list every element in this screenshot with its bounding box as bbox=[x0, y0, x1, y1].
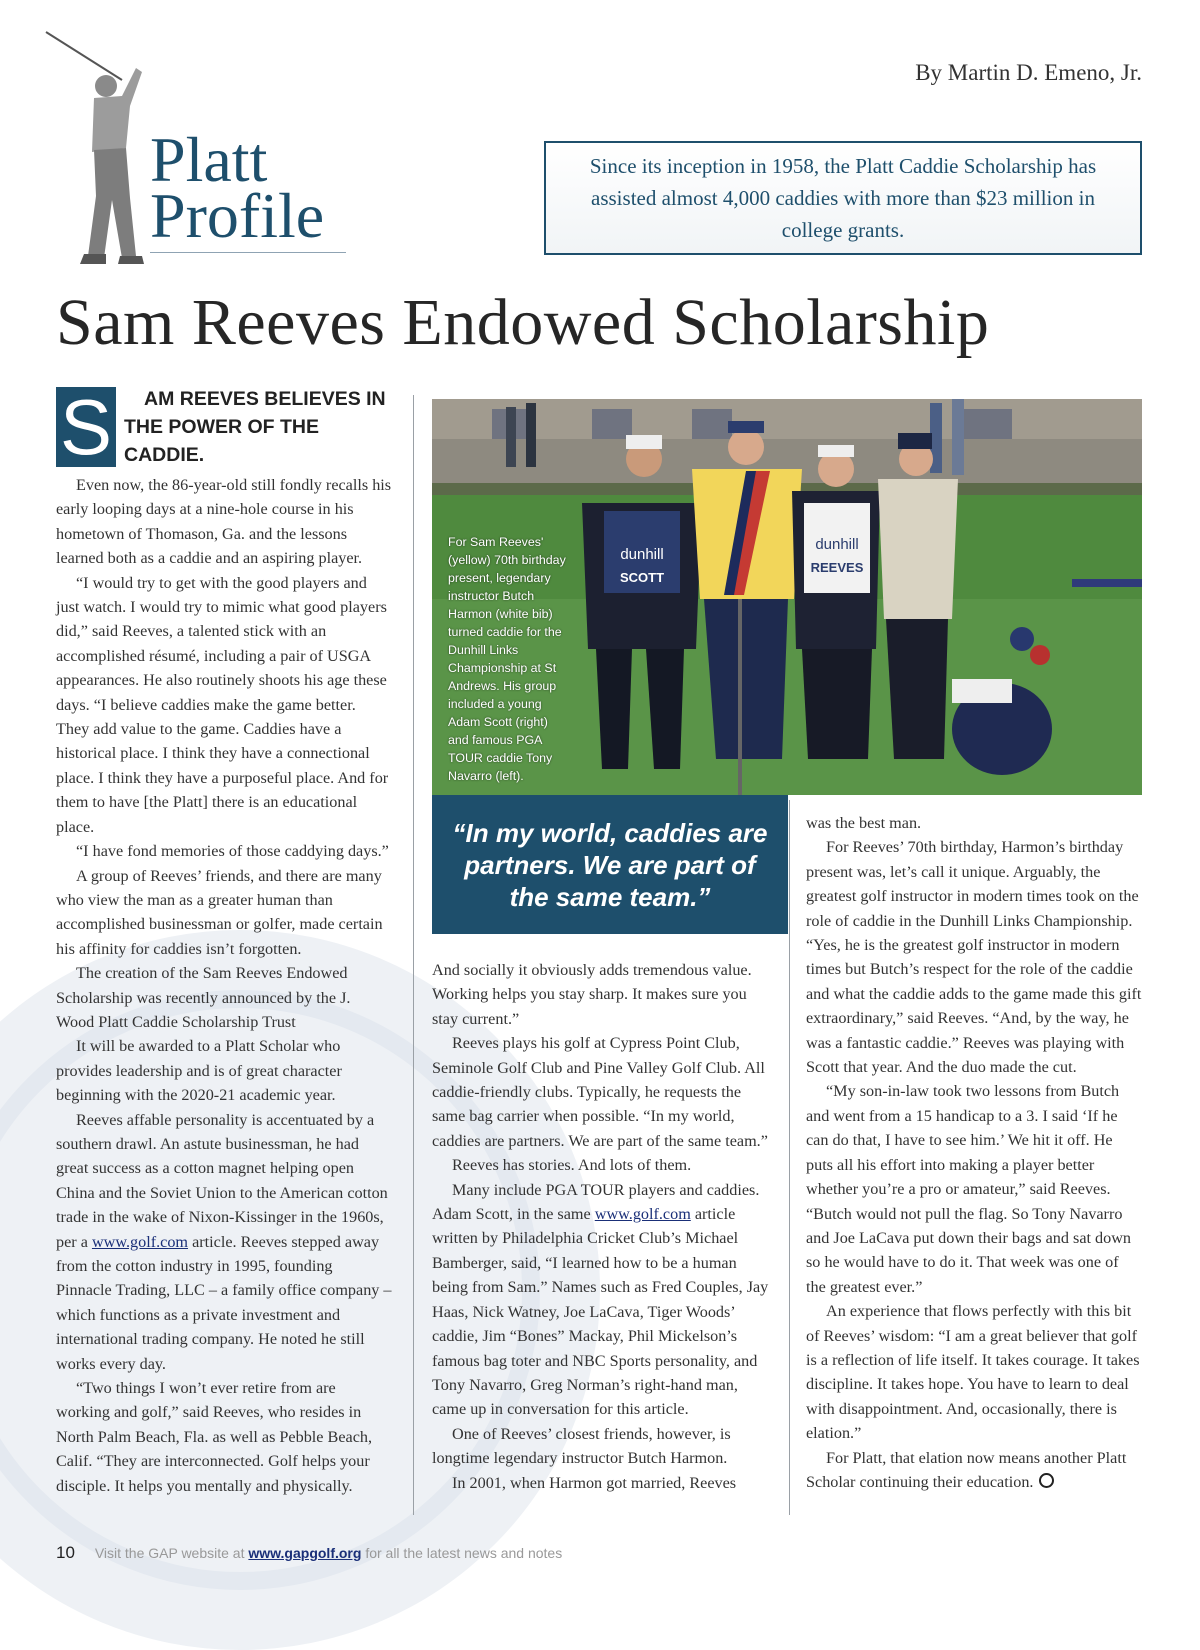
bib-brand-left: dunhill bbox=[620, 546, 664, 563]
paragraph: For Reeves’ 70th birthday, Harmon’s birthday present was, let’s call it unique. Arguably, the greatest golf instructor in modern times took on the role of caddie in the Dunhill Links Championship. “Yes, he is the greatest golf instructor in modern times but Butch’s respect for the role of the caddie and what the caddie adds to the game made this gift extraordinary,” said Reeves. “And, by the way, he was a fantastic caddie.” Reeves was playing with Scott that year. And the duo made the cut. bbox=[806, 838, 1142, 1077]
section-title bbox=[150, 124, 346, 253]
paragraph bbox=[56, 1108, 392, 1376]
bib-name-left: SCOTT bbox=[619, 570, 665, 585]
paragraph: One of Reeves’ closest friends, however, is longtime legendary instructor Butch Harmon. bbox=[432, 1424, 731, 1468]
page-number: 10 bbox=[56, 1543, 75, 1562]
golfer-silhouette-illustration bbox=[44, 28, 154, 268]
photo-caption: For Sam Reeves' (yellow) 70th birthday present, legendary instructor Butch Harmon (white bib) turned caddie for the Dunhill Links Championship at St Andrews. His group included a young Adam Scott (right) and famous PGA TOUR caddie Tony Navarro (left). bbox=[448, 535, 566, 783]
section-title-rule bbox=[150, 252, 346, 253]
paragraph: An experience that flows perfectly with this bit of Reeves’ wisdom: “I am a great believer that golf is a reflection of life itself. It takes courage. It takes discipline. It takes hope. You have to learn to deal with disappointment. And, occasionally, there is elation.” bbox=[806, 1302, 1140, 1443]
paragraph: was the best man. bbox=[806, 814, 922, 832]
pull-quote-text: “In my world, caddies are partners. We are part of the same team.” bbox=[452, 817, 768, 912]
article-column-3 bbox=[806, 811, 1142, 1494]
group-photo bbox=[432, 399, 1142, 795]
paragraph-text: For Platt, that elation now means another Platt Scholar continuing their education. bbox=[806, 1448, 1127, 1491]
paragraph: “I would try to get with the good players and just watch. I would try to mimic what good players did,” said Reeves, a talented stick with an accomplished résumé, including a pair of USGA appearances. He also routinely shoots his age these days. “I believe caddies make the game better. They add value to the game. Caddies have a historical place. I think they have a connectional place. I think they have a purposeful place. And for them to have [the Platt] there is an educational place. bbox=[56, 573, 389, 836]
end-mark-icon bbox=[1039, 1473, 1054, 1488]
scholarship-callout bbox=[544, 141, 1142, 255]
bib-brand-right: dunhill bbox=[815, 536, 859, 553]
article-headline: Sam Reeves Endowed Scholarship bbox=[56, 286, 990, 359]
paragraph: Even now, the 86-year-old still fondly recalls his early looping days at a nine-hole course in his hometown of Thomason, Ga. and the lessons learned both as a caddie and an aspiring player. bbox=[56, 476, 392, 568]
article-column-2 bbox=[432, 958, 772, 1495]
paragraph: Reeves plays his golf at Cypress Point Club, Seminole Golf Club and Pine Valley Golf Club. All caddie-friendly clubs. Typically, he requests the same bag carrier when possible. “In my world, caddies are partners. We are part of the same team.” bbox=[432, 1034, 768, 1150]
bib-name-right: REEVES bbox=[810, 560, 864, 575]
golf-com-link[interactable]: www.golf.com bbox=[91, 1232, 189, 1251]
paragraph: A group of Reeves’ friends, and there are many who view the man as a greater human than accomplished businessman or golfer, made certain his affinity for caddies isn’t forgotten. bbox=[56, 866, 383, 958]
pull-quote bbox=[432, 795, 788, 934]
paragraph: “My son-in-law took two lessons from Butch and went from a 15 handicap to a 3. I said ‘If he can do that, I have to see him.’ We hit it off. He puts all his effort into making a player better whether you’re a pro or amateur,” said Reeves. “Butch would not pull the flag. So Tony Navarro and Joe LaCava put down their bags and sat down so he would have to do it. That week was one of the greatest ever.” bbox=[806, 1082, 1132, 1296]
paragraph-text: article. Reeves stepped away from the cotton industry in 1995, founding Pinnacle Trading, LLC – a family office company – which functions as a private investment and international trading company. He noted he still works every day. bbox=[56, 1232, 392, 1373]
paragraph: “Two things I won’t ever retire from are working and golf,” said Reeves, who resides in North Palm Beach, Fla. as well as Pebble Beach, Calif. “They are interconnected. Golf helps your disciple. It helps you mentally and physically. bbox=[56, 1379, 373, 1495]
column-divider-2 bbox=[789, 800, 790, 1515]
byline: By Martin D. Emeno, Jr. bbox=[915, 60, 1142, 85]
section-title-line2: Profile bbox=[150, 180, 325, 251]
page-footer bbox=[56, 1543, 562, 1563]
section-title-line1: Platt bbox=[150, 124, 268, 195]
column-divider-1 bbox=[413, 395, 414, 1515]
paragraph-text: Reeves affable personality is accentuated by a southern drawl. An astute businessman, he had great success as a cotton magnet helping open China and the Soviet Union to the American cotton trade in the wake of Nixon-Kissinger in the 1960s, per a bbox=[56, 1110, 388, 1251]
lead-in: AM REEVES BELIEVES IN THE POWER OF THE CADDIE. bbox=[124, 388, 386, 466]
paragraph-text: Many include PGA TOUR players and caddies. Adam Scott, in the same bbox=[432, 1180, 760, 1224]
article-column-1 bbox=[56, 385, 392, 1498]
paragraph: It will be awarded to a Platt Scholar who provides leadership and is of great character beginning with the 2020-21 academic year. bbox=[56, 1037, 342, 1105]
paragraph: Reeves has stories. And lots of them. bbox=[452, 1156, 692, 1175]
paragraph-text: article written by Philadelphia Cricket Club’s Michael Bamberger, said, “I learned how to be a human being from Sam.” Names such as Fred Couples, Jay Haas, Nick Watney, Joe LaCava, Tiger Woods’ caddie, Jim “Bones” Mackay, Phil Mickelson’s famous bag toter and NBC Sports personality, and Tony Navarro, Greg Norman’s right-hand man, came up in conversation for this article. bbox=[432, 1205, 769, 1419]
gap-website-link[interactable]: www.gapgolf.org bbox=[248, 1545, 362, 1561]
golf-com-link[interactable]: www.golf.com bbox=[594, 1205, 691, 1224]
footer-text: Visit the GAP website at bbox=[94, 1545, 245, 1561]
drop-cap: S bbox=[56, 387, 116, 467]
callout-text: Since its inception in 1958, the Platt Caddie Scholarship has assisted almost 4,000 caddies with more than $23 million in college grants. bbox=[589, 154, 1097, 242]
paragraph: In 2001, when Harmon got married, Reeves bbox=[452, 1473, 737, 1492]
paragraph bbox=[806, 1446, 1142, 1495]
paragraph: “I have fond memories of those caddying days.” bbox=[76, 842, 389, 861]
paragraph: And socially it obviously adds tremendous value. Working helps you stay sharp. It makes sure you stay current.” bbox=[432, 961, 752, 1028]
paragraph bbox=[432, 1178, 772, 1422]
paragraph: The creation of the Sam Reeves Endowed Scholarship was recently announced by the J. Wood Platt Caddie Scholarship Trust bbox=[56, 964, 351, 1031]
footer-text: for all the latest news and notes bbox=[365, 1545, 563, 1561]
